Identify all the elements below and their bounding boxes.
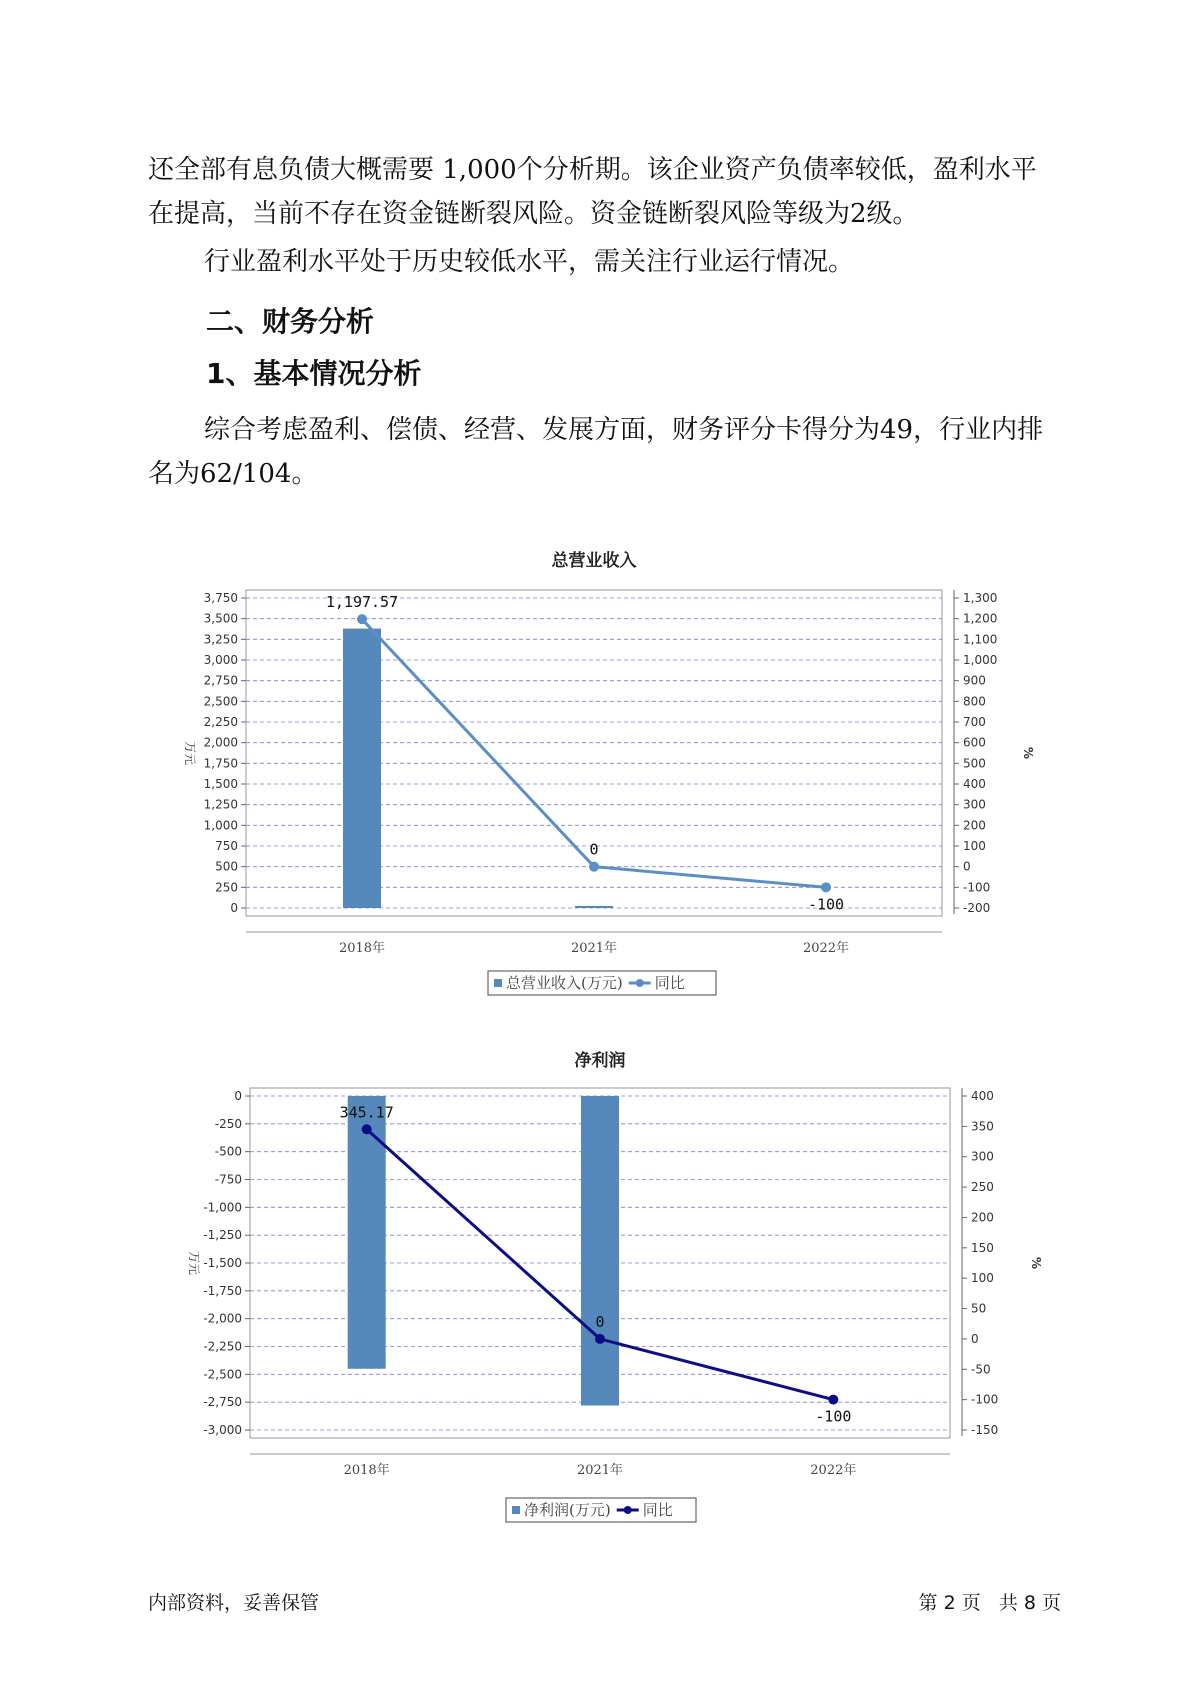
chart-revenue [0, 540, 1191, 992]
y2-tick-label: 100 [963, 839, 986, 853]
bar [348, 1096, 386, 1369]
y2-tick-label: 0 [963, 859, 971, 874]
y-tick-label: 750 [215, 839, 238, 853]
data-label: 0 [595, 1312, 605, 1331]
legend-line-marker [624, 1506, 632, 1514]
x-tick-label: 2018年 [343, 1463, 390, 1478]
footer-confidential: 内部资料，妥善保管 [148, 1592, 320, 1614]
y2-tick-label: 200 [963, 818, 986, 833]
data-label: 0 [589, 840, 599, 859]
y-tick-label: 3,250 [203, 632, 238, 647]
chart-revenue-svg [0, 540, 1191, 992]
bar [575, 906, 613, 908]
y2-tick-label: 100 [971, 1271, 994, 1286]
legend-bar-label: 净利润(万元) [524, 1501, 611, 1519]
x-tick-label: 2022年 [810, 1463, 857, 1478]
bar [581, 1096, 619, 1406]
legend-bar-label: 总营业收入(万元) [506, 974, 623, 992]
y-tick-label: -3,000 [203, 1423, 242, 1437]
line-point [362, 1124, 372, 1134]
x-tick-label: 2018年 [338, 941, 386, 956]
paragraph-industry: 行业盈利水平处于历史较低水平，需关注行业运行情况。 [204, 247, 855, 277]
subsection-heading: 1、基本情况分析 [206, 357, 422, 390]
y-tick-label: -750 [214, 1172, 242, 1187]
y-tick-label: 500 [215, 859, 238, 874]
y-tick-label: -1,250 [203, 1228, 242, 1243]
x-tick-label: 2022年 [802, 941, 850, 956]
y-tick-label: 250 [215, 880, 238, 895]
y2-tick-label: 700 [963, 715, 986, 729]
y2-tick-label: 900 [963, 673, 986, 688]
y2-tick-label: 50 [971, 1301, 987, 1316]
legend-line-label: 同比 [642, 1501, 673, 1519]
y2-tick-label: -200 [963, 901, 991, 915]
line-point [828, 1395, 838, 1405]
y-tick-label: 0 [230, 901, 238, 915]
paragraph-score: 综合考虑盈利、偿债、经营、发展方面，财务评分卡得分为49，行业内排名为62/104。 [148, 415, 1044, 489]
section-heading: 二、财务分析 [206, 305, 375, 338]
y-tick-label: -500 [214, 1144, 242, 1159]
line-point [821, 882, 831, 892]
y2-tick-label: 150 [971, 1240, 994, 1255]
data-label: -100 [807, 895, 845, 914]
chart-title: 净利润 [574, 1051, 626, 1071]
y2-tick-label: 1,100 [963, 632, 998, 647]
y2-axis-label: % [1029, 1256, 1043, 1270]
bar [343, 629, 381, 908]
y2-tick-label: 1,200 [963, 611, 998, 626]
y-tick-label: 2,500 [203, 694, 238, 709]
y2-tick-label: 600 [963, 735, 986, 750]
y-tick-label: -1,750 [203, 1283, 242, 1298]
y2-tick-label: 350 [971, 1119, 994, 1134]
y2-tick-label: 500 [963, 756, 986, 771]
data-label: 1,197.57 [325, 593, 399, 612]
legend-line-label: 同比 [654, 974, 685, 992]
data-label: -100 [815, 1407, 852, 1426]
y-tick-label: 2,000 [203, 735, 238, 750]
y-tick-label: -1,500 [203, 1256, 242, 1270]
y2-tick-label: -150 [971, 1423, 999, 1437]
y2-tick-label: 800 [963, 694, 986, 709]
y-tick-label: 2,750 [203, 673, 238, 688]
y-tick-label: -250 [214, 1116, 242, 1131]
y2-axis-label: % [1021, 746, 1035, 760]
y2-tick-label: 1,300 [963, 591, 998, 605]
y-tick-label: -2,250 [203, 1339, 242, 1354]
legend-bar-swatch [512, 1506, 520, 1514]
y2-tick-label: 1,000 [963, 653, 998, 667]
legend-bar-swatch [494, 979, 502, 987]
y-tick-label: 1,750 [203, 756, 238, 771]
y-tick-label: -2,000 [203, 1311, 242, 1326]
y2-tick-label: 300 [963, 797, 986, 812]
y-tick-label: 3,500 [203, 611, 238, 626]
y2-tick-label: 250 [971, 1180, 994, 1195]
legend-line-marker [636, 979, 644, 987]
y-tick-label: 2,250 [203, 715, 238, 729]
y2-tick-label: 300 [971, 1149, 994, 1164]
y2-tick-label: 400 [963, 777, 986, 791]
y2-tick-label: 0 [971, 1331, 979, 1346]
y-tick-label: -2,500 [203, 1367, 242, 1382]
chart-net-profit-svg [0, 1040, 1191, 1519]
y-axis-label: 万元 [183, 740, 197, 766]
x-tick-label: 2021年 [576, 1463, 624, 1478]
y2-tick-label: -100 [963, 880, 991, 895]
y-tick-label: 3,750 [203, 591, 238, 605]
line-point [589, 862, 599, 872]
y2-tick-label: -100 [971, 1392, 999, 1407]
y-tick-label: 1,250 [203, 797, 238, 812]
line-point [595, 1334, 605, 1344]
y2-tick-label: -50 [971, 1362, 991, 1377]
y-tick-label: 1,000 [203, 818, 238, 833]
y-tick-label: -2,750 [203, 1395, 242, 1410]
y-tick-label: 3,000 [203, 653, 238, 667]
y2-tick-label: 400 [971, 1089, 994, 1103]
y-tick-label: 1,500 [203, 777, 238, 791]
y-axis-label: 万元 [187, 1250, 201, 1276]
y2-tick-label: 200 [971, 1210, 994, 1225]
chart-net-profit [0, 1040, 1191, 1519]
y-tick-label: 0 [234, 1089, 242, 1103]
paragraph-risk: 还全部有息负债大概需要 1,000个分析期。该企业资产负债率较低，盈利水平在提高，当前不存在资金链断裂风险。资金链断裂风险等级为2级。 [148, 155, 1037, 229]
y-tick-label: -1,000 [203, 1200, 242, 1215]
footer-page-number: 第 2 页 共 8 页 [918, 1592, 1061, 1614]
data-label: 345.17 [339, 1103, 394, 1122]
chart-title: 总营业收入 [551, 551, 637, 571]
x-tick-label: 2021年 [570, 941, 618, 956]
line-point [357, 614, 367, 624]
